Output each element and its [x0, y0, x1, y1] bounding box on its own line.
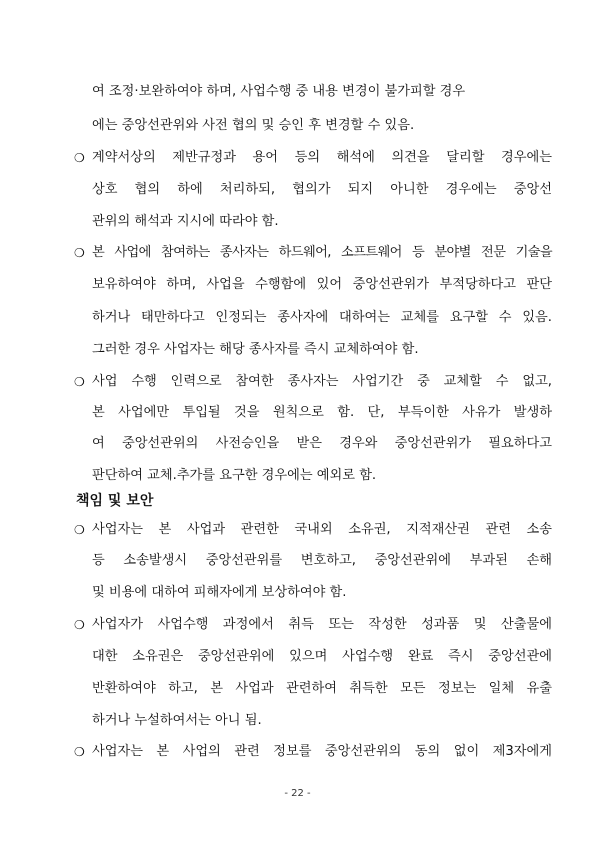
bullet-circle-icon: ❍	[74, 745, 85, 759]
body-line: 등 소송발생시 중앙선관위를 변호하고, 중앙선관위에 부과된 손해	[92, 553, 552, 568]
body-line: 사업 수행 인력으로 참여한 종사자는 사업기간 중 교체할 수 없고,	[92, 374, 552, 389]
body-line: 판단하여 교체.추가를 요구한 경우에는 예외로 함.	[92, 468, 377, 483]
body-line: 여 조정·보완하여야 하며, 사업수행 중 내용 변경이 불가피할 경우	[92, 84, 466, 99]
body-line: 사업자가 사업수행 과정에서 취득 또는 작성한 성과품 및 산출물에	[92, 617, 552, 632]
bullet-circle-icon: ❍	[74, 246, 85, 260]
body-line: 대한 소유권은 중앙선관위에 있으며 사업수행 완료 즉시 중앙선관에	[92, 649, 552, 664]
body-line: 본 사업에 참여하는 종사자는 하드웨어, 소프트웨어 등 분야별 전문 기술을	[92, 245, 552, 260]
body-line: 및 비용에 대하여 피해자에게 보상하여야 함.	[92, 585, 347, 600]
bullet-circle-icon: ❍	[74, 523, 85, 537]
body-line: 에는 중앙선관위와 사전 협의 및 승인 후 변경할 수 있음.	[92, 118, 415, 133]
body-line: 계약서상의 제반규정과 용어 등의 해석에 의견을 달리할 경우에는	[92, 150, 552, 165]
page-number: - 22 -	[284, 788, 311, 799]
section-heading: 책임 및 보안	[76, 493, 154, 509]
body-line: 관위의 해석과 지시에 따라야 함.	[92, 214, 279, 229]
bullet-circle-icon: ❍	[74, 151, 85, 165]
body-line: 보유하여야 하며, 사업을 수행함에 있어 중앙선관위가 부적당하다고 판단	[92, 277, 552, 292]
bullet-circle-icon: ❍	[74, 375, 85, 389]
body-line: 그러한 경우 사업자는 해당 종사자를 즉시 교체하여야 함.	[92, 342, 419, 357]
bullet-circle-icon: ❍	[74, 618, 85, 632]
body-line: 반환하여야 하고, 본 사업과 관련하여 취득한 모든 정보는 일체 유출	[92, 681, 552, 696]
body-line: 본 사업에만 투입될 것을 원칙으로 함. 단, 부득이한 사유가 발생하	[92, 405, 552, 420]
body-line: 여 중앙선관위의 사전승인을 받은 경우와 중앙선관위가 필요하다고	[92, 436, 552, 451]
body-line: 하거나 태만하다고 인정되는 종사자에 대하여는 교체를 요구할 수 있음.	[92, 310, 552, 325]
body-line: 상호 협의 하에 처리하되, 협의가 되지 아니한 경우에는 중앙선	[92, 182, 552, 197]
body-line: 하거나 누설하여서는 아니 됨.	[92, 713, 262, 728]
body-line: 사업자는 본 사업의 관련 정보를 중앙선관위의 동의 없이 제3자에게	[92, 744, 552, 759]
body-line: 사업자는 본 사업과 관련한 국내외 소유권, 지적재산권 관련 소송	[92, 522, 552, 537]
